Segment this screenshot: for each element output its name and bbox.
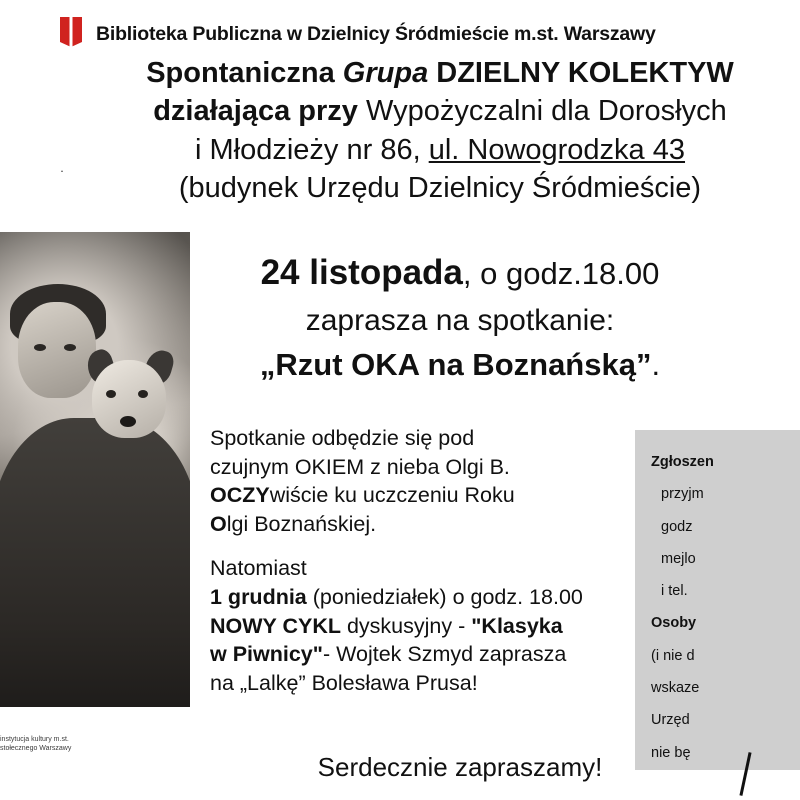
invite-sentence: zaprasza na spotkanie: (305, 303, 615, 337)
footer-credit: instytucja kultury m.st. stołecznego Warszawy (0, 736, 72, 753)
portrait-eye-left (34, 344, 46, 351)
invite-block (180, 248, 740, 389)
panel-line-2: przyjm (661, 486, 704, 503)
dog-eye-right (138, 390, 148, 398)
dog-eye-left (106, 390, 116, 398)
panel-line-9: Urzęd (651, 712, 690, 729)
portrait-photo (0, 232, 190, 707)
headline-line-3 (60, 131, 800, 169)
panel-line-1: Zgłoszen (651, 454, 714, 470)
headline-line-2 (60, 92, 800, 130)
headline-line-2-part-a: działająca przy (153, 95, 358, 128)
paragraph-2-line-4: - Wojtek Szmyd zaprasza (322, 642, 567, 667)
paragraph-1-line-3: wiście ku uczczeniu Roku (269, 483, 515, 508)
portrait-body (0, 418, 190, 707)
event-title-period: . (651, 347, 661, 383)
dog-nose (120, 416, 136, 427)
portrait-eye-right (64, 344, 76, 351)
registration-info-panel (635, 430, 800, 770)
closing-line: Serdecznie zapraszamy! (317, 752, 603, 782)
paragraph-1-line-1: Spotkanie odbędzie się pod (210, 426, 475, 450)
headline-line-1-part-a: Spontaniczna (146, 57, 343, 89)
panel-line-7: (i nie d (651, 647, 695, 664)
paragraph-2-line-5: na „Lalkę” Bolesława Prusa! (210, 670, 478, 695)
series-title-part-1: "Klasyka (471, 613, 563, 638)
series-name: NOWY CYKL (210, 613, 341, 638)
paragraph-2-line-1: Natomiast (210, 556, 307, 581)
panel-line-3: godz (661, 518, 693, 535)
headline-line-1-part-c: DZIELNY KOLEKTYW (428, 57, 734, 89)
decorative-stroke (734, 752, 758, 796)
portrait-face (18, 302, 96, 398)
book-logo-icon (60, 17, 82, 51)
headline-line-1 (60, 54, 800, 92)
event-title: „Rzut OKA na Boznańską” (259, 347, 652, 383)
paragraph-1-line-4-bold: O (210, 511, 227, 536)
series-title-part-2: w Piwnicy" (210, 642, 323, 667)
panel-line-5: i tel. (661, 583, 688, 600)
page-header (0, 14, 800, 54)
event-date: 24 listopada (260, 253, 463, 292)
headline-line-4: (budynek Urzędu Dzielnicy Śródmieście) (178, 171, 702, 204)
event-title-line (180, 342, 740, 389)
next-event-time: (poniedziałek) o godz. 18.00 (306, 584, 583, 609)
paragraph-2-line-3: dyskusyjny - (341, 613, 472, 638)
panel-line-10: nie bę (651, 744, 691, 761)
address-street: ul. Nowogrodzka 43 (428, 133, 686, 166)
artwork-panel (0, 170, 190, 753)
paragraph-1-line-4: lgi Boznańskiej. (226, 511, 377, 536)
paragraph-1-line-3-bold: OCZY (210, 483, 270, 508)
panel-line-4: mejlo (661, 550, 696, 567)
headline-line-3-part-a: i Młodzieży nr 86, (194, 133, 429, 166)
event-date-line (180, 248, 740, 299)
panel-line-6: Osoby (651, 615, 697, 632)
paragraph-1-line-2: czujnym OKIEM z nieba Olgi B. (210, 454, 510, 479)
panel-line-8: wskaze (651, 680, 700, 697)
headline-line-2-part-b: Wypożyczalni dla Dorosłych (357, 95, 727, 128)
institution-title: Biblioteka Publiczna w Dzielnicy Śródmieście m.st. Warszawy (96, 22, 656, 45)
headline-line-1-part-b: Grupa (342, 57, 429, 89)
event-time: , o godz.18.00 (462, 256, 660, 291)
next-event-date: 1 grudnia (210, 584, 307, 609)
